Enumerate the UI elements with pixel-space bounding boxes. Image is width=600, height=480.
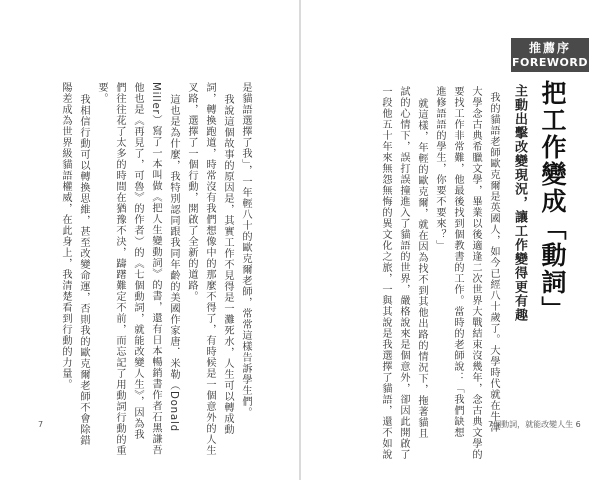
body-column: 他也是《再見了，可魯》的作者）的《七個動詞，就能改變人生》，因為我	[132, 82, 143, 440]
body-column: 要。	[96, 82, 107, 104]
foreword-label-en: FOREWORD	[512, 56, 588, 69]
body-column: 們往往花了太多的時間在猶豫不決，躊躇難定不前，而忘記了用動詞行動的重	[114, 82, 125, 456]
foreword-tab	[511, 38, 589, 72]
body-column: 叉路，選擇了一個行動，開啟了全新的道路。	[186, 82, 197, 302]
body-column: 我相信行動可以轉換思維，甚至改變命運，否則我的歐克爾老師不會除錯	[78, 94, 89, 446]
body-column: 就這樣，年輕的歐克爾，就在因為找不到其他出路的情況下，拖著貓且	[416, 98, 427, 439]
body-column: 進修語語的學生，你要不要來？」	[434, 86, 445, 251]
body-column: Miller）寫了一本叫做《把人生變動詞》的書，還有日本暢銷書作者石黑謙吾	[150, 82, 161, 456]
foreword-title: 把工作變成「動詞」	[538, 80, 567, 323]
body-column: 是貓語選擇了我」，一年輕八十的歐克爾老師，常常這樣告訴學生們。	[240, 82, 251, 418]
body-column: 大學念古典希臘文學，畢業以後適逢二次世界大戰結束沒幾年，念古典文學的	[470, 86, 481, 460]
body-column: 詞，轉換跑道，時常沒有我們想像中的那麼不得了，有時候是一個意外的人生	[204, 82, 215, 456]
running-head: 7個動詞，就能改變人生 6	[488, 420, 581, 429]
body-column: 我說這個故事的原因是，其實工作不見得是一灘死水，人生可以轉成動	[222, 94, 233, 435]
foreword-subtitle: 主動出擊改變現況，讓工作變得更有趣	[512, 84, 527, 322]
body-column: 我的貓語老師歐克爾是英國人，如今已經八十歲了。大學時代就在牛津	[488, 92, 499, 433]
body-column: 這也是為什麼，我特別認同跟我同年齡的美國作家唐．米勒（Donald	[168, 94, 179, 432]
left-page-number: 7	[38, 420, 44, 429]
body-column: 一段他五十年來無怨無悔的異文化之旅，一與其說是我選擇了貓語，還不如說	[380, 86, 391, 460]
body-column: 陽差成為世界級貓語權威，在此身上，我清楚看到行動的力量。	[60, 82, 71, 390]
foreword-label-zh: 推薦序	[528, 41, 571, 55]
book-spine	[299, 0, 301, 480]
body-column: 要找工作非常難，他最後找到個教書的工作。當時的老師說：「我們缺想	[452, 86, 463, 438]
body-column: 試的心情下，誤打誤撞進入了貓語的世界，嚴格說來是個意外，卻因此開啟了	[398, 86, 409, 460]
